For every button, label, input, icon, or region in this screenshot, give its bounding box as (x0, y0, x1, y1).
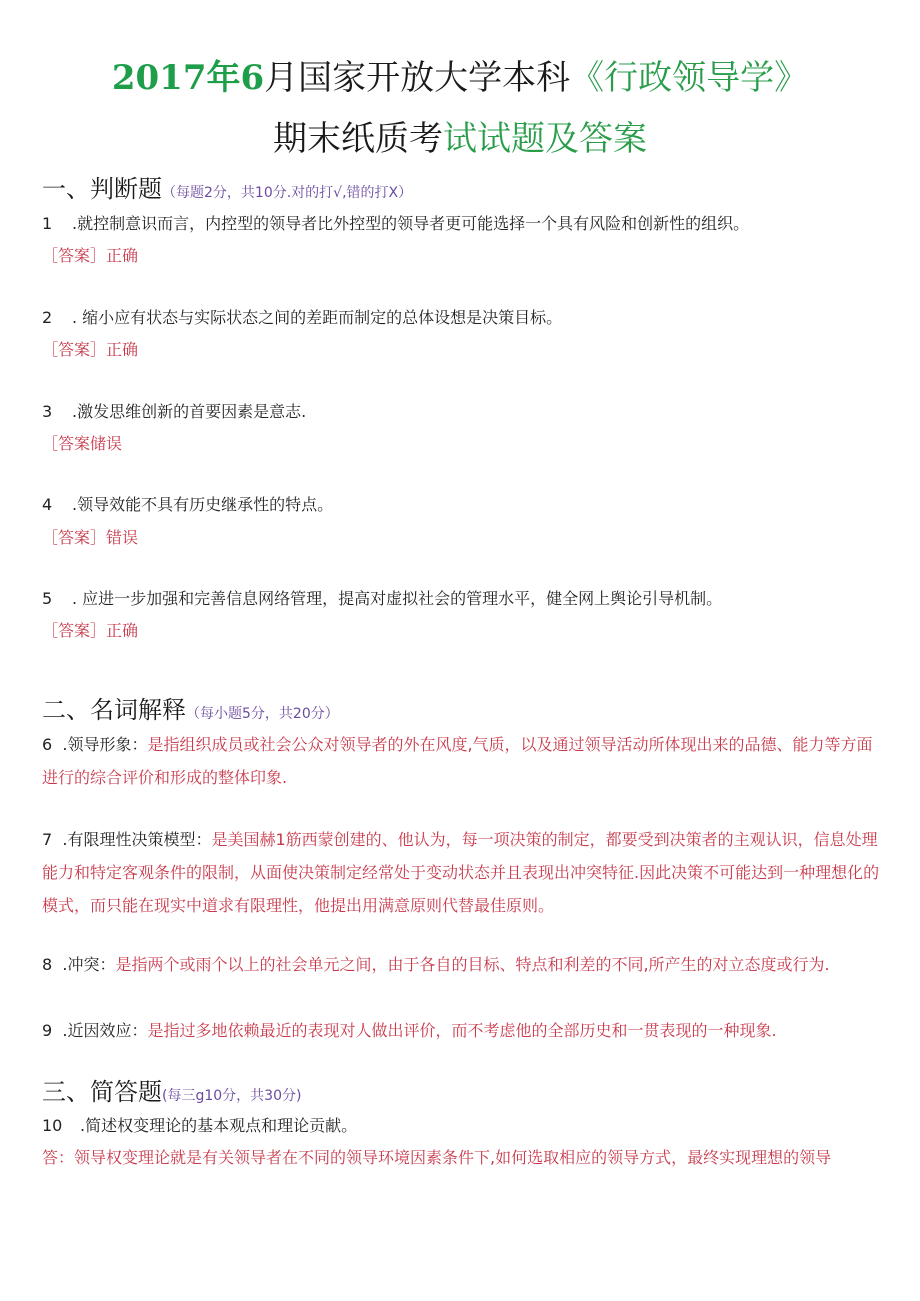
title-year: 2017年6 (111, 58, 265, 98)
question-number: 2 (42, 308, 53, 327)
term-name: .领导形象： (62, 735, 148, 754)
question-4 (42, 488, 887, 522)
term-number: 9 (42, 1021, 53, 1040)
section-heading-1 (42, 173, 412, 209)
answer-5: ［答案］正确 (42, 621, 139, 640)
title-course: 《行政领导学》 (570, 58, 809, 98)
section1-title: 一、判断题 (42, 175, 162, 203)
section3-note: (每三g10分，共30分) (162, 1088, 302, 1104)
question-number: 1 (42, 214, 53, 233)
term-8 (42, 948, 887, 981)
term-7 (42, 823, 887, 922)
question-text: .就控制意识而言，内控型的领导者比外控型的领导者更可能选择一个具有风险和创新性的组织。 (72, 214, 750, 233)
term-6 (42, 728, 887, 794)
question-number: 3 (42, 402, 53, 421)
question-3 (42, 395, 887, 429)
section1-note: （每题2分，共10分.对的打√,错的打X） (162, 185, 413, 201)
answer-10: 答：领导权变理论就是有关领导者在不同的领导环境因素条件下,如何选取相应的领导方式，最终实现理想的领导 (42, 1148, 832, 1167)
term-number: 7 (42, 830, 53, 849)
answer-2: ［答案］正确 (42, 340, 139, 359)
term-number: 8 (42, 955, 53, 974)
answer-3: ［答案储误 (42, 434, 123, 453)
question-number: 4 (42, 495, 53, 514)
question-2 (42, 301, 887, 335)
section3-title: 三、简答题 (42, 1078, 162, 1106)
title-black-2: 期末纸质考 (273, 119, 443, 159)
question-text: .领导效能不具有历史继承性的特点。 (72, 495, 334, 514)
doc-title-line1 (0, 56, 920, 100)
section2-title: 二、名词解释 (42, 696, 186, 724)
question-number: 10 (42, 1116, 63, 1135)
title-green-2: 试试题及答案 (443, 119, 647, 159)
question-1 (42, 207, 887, 241)
question-10 (42, 1109, 887, 1143)
term-name: .冲突： (62, 955, 116, 974)
title-black-1: 月国家开放大学本科 (264, 58, 571, 98)
term-definition: 是指过多地依赖最近的表现对人做出评价，而不考虑他的全部历史和一贯表现的一种现象. (147, 1021, 777, 1040)
question-text: .激发思维创新的首要因素是意志. (72, 402, 307, 421)
doc-title-line2 (0, 116, 920, 162)
term-name: .有限理性决策模型： (62, 830, 212, 849)
question-5 (42, 582, 887, 616)
question-text: .简述权变理论的基本观点和理论贡献。 (80, 1116, 358, 1135)
term-name: .近因效应： (62, 1021, 148, 1040)
section-heading-3 (42, 1076, 301, 1112)
term-9 (42, 1014, 887, 1047)
term-definition: 是指组织成员或社会公众对领导者的外在风度,气质，以及通过领导活动所体现出来的品德、能力等方面进行的综合评价和形成的整体印象. (42, 735, 873, 787)
question-text: . 缩小应有状态与实际状态之间的差距而制定的总体设想是决策目标。 (72, 308, 563, 327)
term-number: 6 (42, 735, 53, 754)
answer-1: ［答案］正确 (42, 246, 139, 265)
section-heading-2 (42, 694, 339, 730)
question-text: . 应进一步加强和完善信息网络管理，提高对虚拟社会的管理水平，健全网上舆论引导机制。 (72, 589, 723, 608)
term-definition: 是美国赫1筋西蒙创建的、他认为，每一项决策的制定，都要受到决策者的主观认识，信息处理能力和特定客观条件的限制，从面使决策制定经常处于变动状态并且表现出冲突特征.因此决策不可能达到一种理想化的模式，而只能在现实中道求有限理性，他提出用满意原则代替最佳原则。 (42, 830, 880, 915)
question-number: 5 (42, 589, 53, 608)
section2-note: （每小题5分，共20分） (186, 706, 339, 722)
term-definition: 是指两个或雨个以上的社会单元之间，由于各自的目标、特点和利差的不同,所产生的对立态度或行为. (115, 955, 830, 974)
answer-4: ［答案］错误 (42, 528, 139, 547)
